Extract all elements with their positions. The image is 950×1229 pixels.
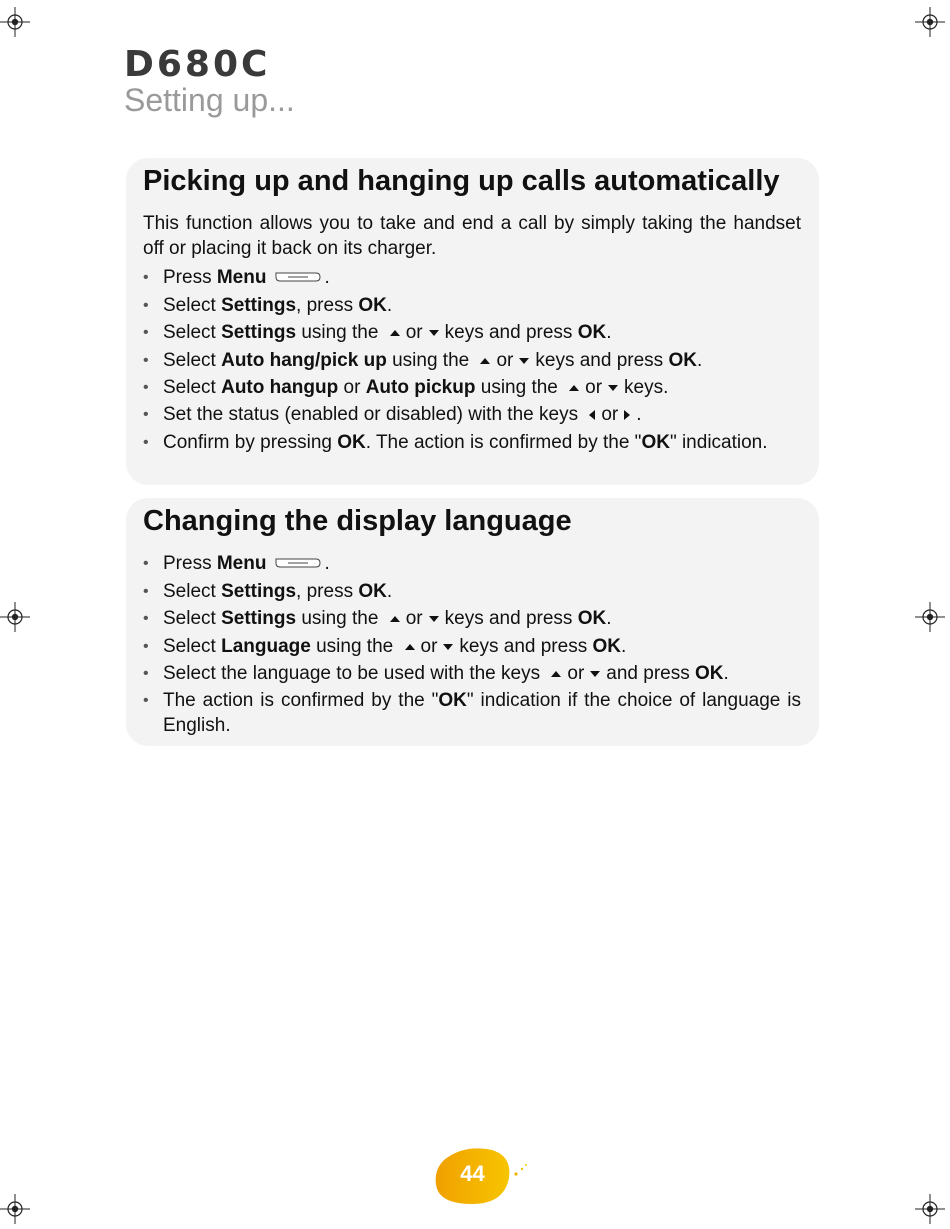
auto-answer-panel bbox=[126, 158, 819, 485]
step-text: and press bbox=[606, 663, 696, 685]
step-text: keys and press bbox=[444, 608, 578, 630]
list-item bbox=[143, 430, 801, 455]
right-arrow-icon bbox=[623, 409, 631, 421]
registration-mark-icon bbox=[915, 602, 945, 632]
bullet-icon: • bbox=[143, 610, 149, 628]
step-text: . bbox=[620, 635, 627, 657]
down-arrow-icon bbox=[428, 615, 440, 623]
key-name: OK bbox=[438, 690, 467, 712]
registration-mark-icon bbox=[915, 1194, 945, 1224]
section-heading: Picking up and hanging up calls automatically bbox=[143, 165, 780, 197]
key-name: Language bbox=[221, 635, 311, 657]
key-name: OK bbox=[695, 663, 724, 685]
key-name: Settings bbox=[221, 580, 297, 602]
step-text: . bbox=[723, 663, 729, 685]
step-text: or bbox=[585, 377, 603, 399]
registration-mark-icon bbox=[0, 602, 30, 632]
step-text: . The action is confirmed by the " bbox=[365, 431, 642, 453]
key-name: Menu bbox=[216, 553, 267, 574]
sparkle-icon bbox=[513, 1163, 529, 1182]
page-number: 44 bbox=[460, 1161, 485, 1186]
bullet-icon: • bbox=[143, 324, 149, 342]
step-text: or bbox=[420, 635, 438, 657]
step-text: using the bbox=[310, 635, 399, 657]
step-text: Select bbox=[163, 322, 222, 344]
step-text: , press bbox=[296, 294, 359, 316]
list-item bbox=[143, 551, 801, 576]
step-text: , press bbox=[296, 580, 359, 602]
step-text: or bbox=[405, 608, 423, 630]
step-text: . bbox=[696, 349, 703, 371]
bullet-icon: • bbox=[143, 582, 149, 600]
bullet-icon: • bbox=[143, 637, 149, 655]
down-arrow-icon bbox=[428, 329, 440, 337]
section-intro: This function allows you to take and end a call by simply taking the handset off or placing it back on its charger. bbox=[143, 213, 801, 259]
bullet-icon: • bbox=[143, 296, 149, 314]
down-arrow-icon bbox=[607, 384, 619, 392]
list-item bbox=[143, 402, 801, 427]
step-text: or bbox=[567, 663, 585, 685]
key-name: Menu bbox=[216, 267, 267, 288]
step-text: Select bbox=[163, 608, 222, 630]
step-text: . bbox=[324, 267, 330, 288]
step-text: keys and press bbox=[444, 322, 578, 344]
list-item bbox=[143, 688, 801, 738]
step-text: Select bbox=[163, 580, 222, 602]
step-text: " indication if the choice of language is English. bbox=[163, 690, 801, 737]
step-text: . bbox=[386, 294, 393, 316]
step-text: Press bbox=[163, 553, 217, 574]
step-text: keys. bbox=[624, 377, 669, 399]
list-item bbox=[143, 293, 801, 318]
key-name: Settings bbox=[221, 608, 297, 630]
registration-mark-icon bbox=[915, 7, 945, 37]
up-arrow-icon bbox=[550, 670, 562, 678]
step-text: or bbox=[405, 322, 423, 344]
key-name: OK bbox=[358, 294, 387, 316]
step-text: Select bbox=[163, 294, 222, 316]
step-text: . bbox=[386, 580, 393, 602]
step-text: Press bbox=[163, 267, 217, 288]
list-item bbox=[143, 634, 801, 659]
step-text: or bbox=[338, 377, 366, 399]
menu-key-icon bbox=[274, 551, 322, 576]
key-name: OK bbox=[337, 431, 366, 453]
key-name: Settings bbox=[221, 294, 297, 316]
step-text: using the bbox=[475, 377, 564, 399]
bullet-icon: • bbox=[143, 692, 149, 710]
list-item bbox=[143, 348, 801, 373]
bullet-icon: • bbox=[143, 406, 149, 424]
section-subtitle: Setting up... bbox=[124, 82, 295, 118]
step-text: using the bbox=[296, 322, 384, 344]
step-text: or bbox=[496, 349, 514, 371]
up-arrow-icon bbox=[404, 643, 416, 651]
step-text: The action is confirmed by the " bbox=[163, 690, 439, 712]
up-arrow-icon bbox=[568, 384, 580, 392]
key-name: OK bbox=[577, 322, 607, 344]
bullet-icon: • bbox=[143, 433, 149, 451]
step-text: Confirm by pressing bbox=[163, 431, 338, 453]
key-name: OK bbox=[592, 635, 621, 657]
up-arrow-icon bbox=[479, 357, 491, 365]
key-name: Settings bbox=[221, 322, 297, 344]
step-text: . bbox=[606, 322, 612, 344]
step-text: . bbox=[606, 608, 612, 630]
registration-mark-icon bbox=[0, 7, 30, 37]
bullet-icon: • bbox=[143, 555, 149, 572]
step-text: Select bbox=[163, 377, 222, 399]
bullet-icon: • bbox=[143, 351, 149, 369]
menu-key-icon bbox=[274, 265, 322, 290]
bullet-icon: • bbox=[143, 665, 149, 683]
bullet-icon: • bbox=[143, 269, 149, 286]
down-arrow-icon bbox=[589, 670, 601, 678]
step-text: keys and press bbox=[459, 635, 593, 657]
left-arrow-icon bbox=[588, 409, 596, 421]
list-item bbox=[143, 320, 801, 345]
step-text: " indication. bbox=[669, 431, 768, 453]
list-item bbox=[143, 265, 801, 290]
section-heading: Changing the display language bbox=[143, 505, 572, 537]
step-list bbox=[143, 265, 801, 455]
down-arrow-icon bbox=[442, 643, 454, 651]
list-item bbox=[143, 375, 801, 400]
key-name: Auto hangup bbox=[221, 377, 339, 399]
step-text: . bbox=[324, 553, 330, 574]
up-arrow-icon bbox=[389, 615, 401, 623]
bullet-icon: • bbox=[143, 379, 149, 397]
step-text: Select bbox=[163, 349, 222, 371]
step-list bbox=[143, 551, 801, 738]
step-text: or bbox=[601, 404, 619, 426]
step-text: . bbox=[636, 404, 642, 426]
key-name: OK bbox=[577, 608, 607, 630]
model-name: D680C bbox=[124, 44, 271, 85]
list-item bbox=[143, 579, 801, 604]
key-name: OK bbox=[668, 349, 697, 371]
key-name: OK bbox=[358, 580, 387, 602]
step-text: Select bbox=[163, 635, 222, 657]
up-arrow-icon bbox=[389, 329, 401, 337]
down-arrow-icon bbox=[518, 357, 530, 365]
list-item bbox=[143, 606, 801, 631]
step-text: using the bbox=[296, 608, 384, 630]
registration-mark-icon bbox=[0, 1194, 30, 1224]
step-text: using the bbox=[386, 349, 475, 371]
list-item bbox=[143, 661, 801, 686]
key-name: Auto pickup bbox=[365, 377, 476, 399]
display-language-panel bbox=[126, 498, 819, 746]
key-name: Auto hang/pick up bbox=[221, 349, 387, 371]
key-name: OK bbox=[641, 431, 670, 453]
step-text: Select the language to be used with the keys bbox=[163, 663, 546, 685]
step-text: keys and press bbox=[535, 349, 669, 371]
step-text: Set the status (enabled or disabled) with the keys bbox=[163, 404, 584, 426]
